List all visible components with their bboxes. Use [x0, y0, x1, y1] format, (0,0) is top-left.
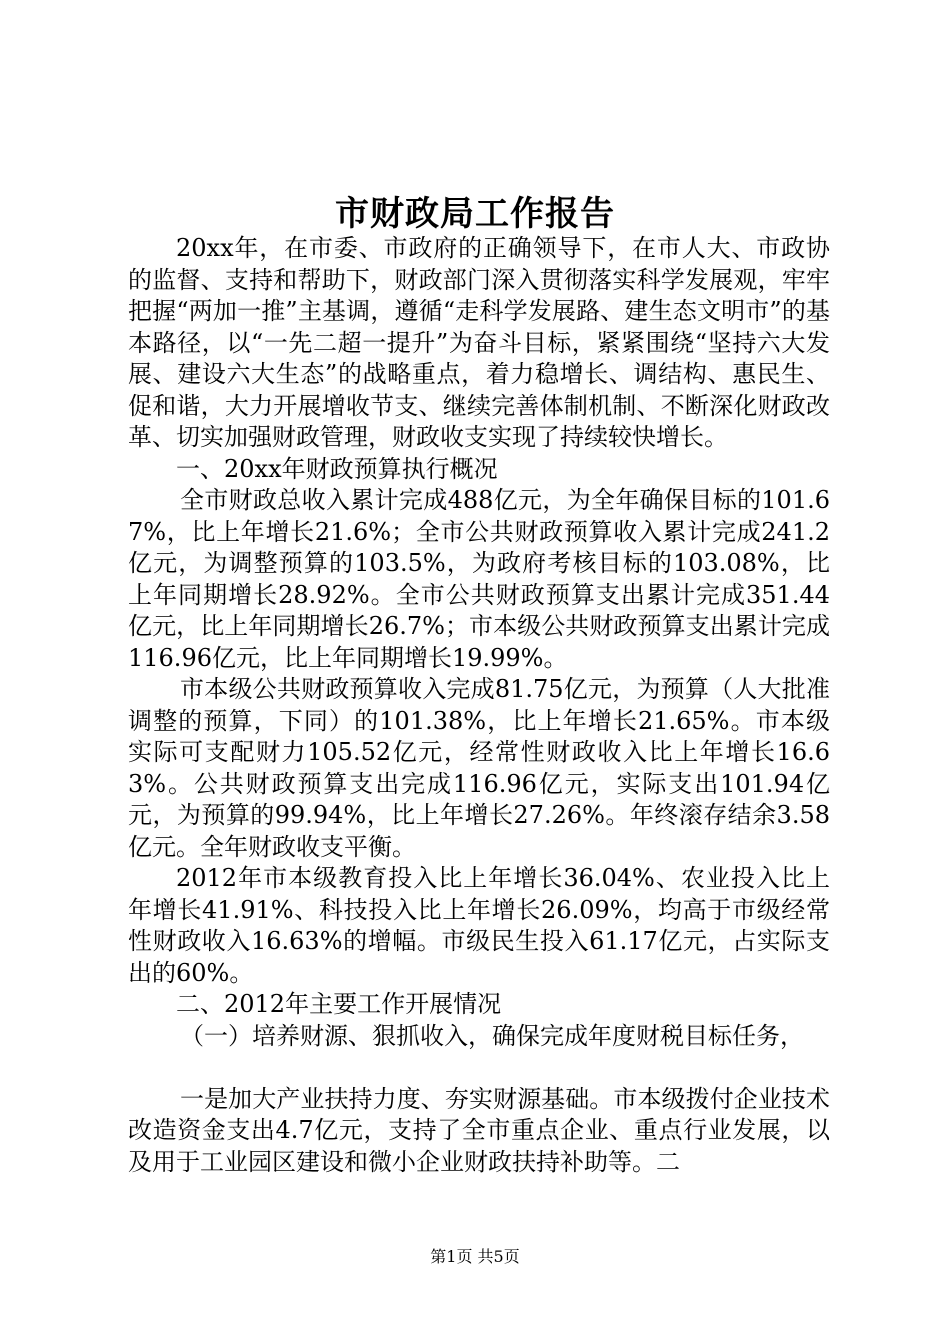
paragraph-city-level-budget: 市本级公共财政预算收入完成81.75亿元，为预算（人大批准调整的预算，下同）的101.38%，比上年增长21.65%。市本级实际可支配财力105.52亿元，经常性财政收入比上年增长16.63%。公共财政预算支出完成116.96亿元，实际支出101.94亿元，为预算的99.94%，比上年增长27.26%。年终滚存结余3.58亿元。全年财政收支平衡。	[128, 675, 830, 861]
section-heading-1: 一、20xx年财政预算执行概况	[176, 454, 498, 483]
blank-line	[128, 1052, 830, 1084]
paragraph-city-revenue: 全市财政总收入累计完成488亿元，为全年确保目标的101.67%，比上年增长21.6%；全市公共财政预算收入累计完成241.2亿元，为调整预算的103.5%，为政府考核目标的103.08%，比上年同期增长28.92%。全市公共财政预算支出累计完成351.44亿元，比上年同期增长26.7%；市本级公共财政预算支出累计完成116.96亿元，比上年同期增长19.99%。	[128, 486, 830, 672]
subsection-heading-1: （一）培养财源、狠抓收入，确保完成年度财税目标任务，	[180, 1021, 804, 1050]
paragraph-industry-support: 一是加大产业扶持力度、夯实财源基础。市本级拨付企业技术改造资金支出4.7亿元，支持了全市重点企业、重点行业发展，以及用于工业园区建设和微小企业财政扶持补助等。二	[128, 1084, 830, 1176]
page-footer: 第1页 共5页	[430, 1247, 520, 1266]
paragraph-intro: 20xx年，在市委、市政府的正确领导下，在市人大、市政协的监督、支持和帮助下，财政部门深入贯彻落实科学发展观，牢牢把握“两加一推”主基调，遵循“走科学发展路、建生态文明市”的基本路径，以“一先二超一提升”为奋斗目标，紧紧围绕“坚持六大发展、建设六大生态”的战略重点，着力稳增长、调结构、惠民生、促和谐，大力开展增收节支、继续完善体制机制、不断深化财政改革、切实加强财政管理，财政收支实现了持续较快增长。	[128, 234, 830, 451]
paragraph-investment: 2012年市本级教育投入比上年增长36.04%、农业投入比上年增长41.91%、科技投入比上年增长26.09%，均高于市级经常性财政收入16.63%的增幅。市级民生投入61.17亿元，占实际支出的60%。	[128, 864, 830, 987]
document-body	[128, 233, 830, 1178]
document-title: 市财政局工作报告	[335, 194, 615, 234]
section-heading-2: 二、2012年主要工作开展情况	[176, 990, 502, 1018]
